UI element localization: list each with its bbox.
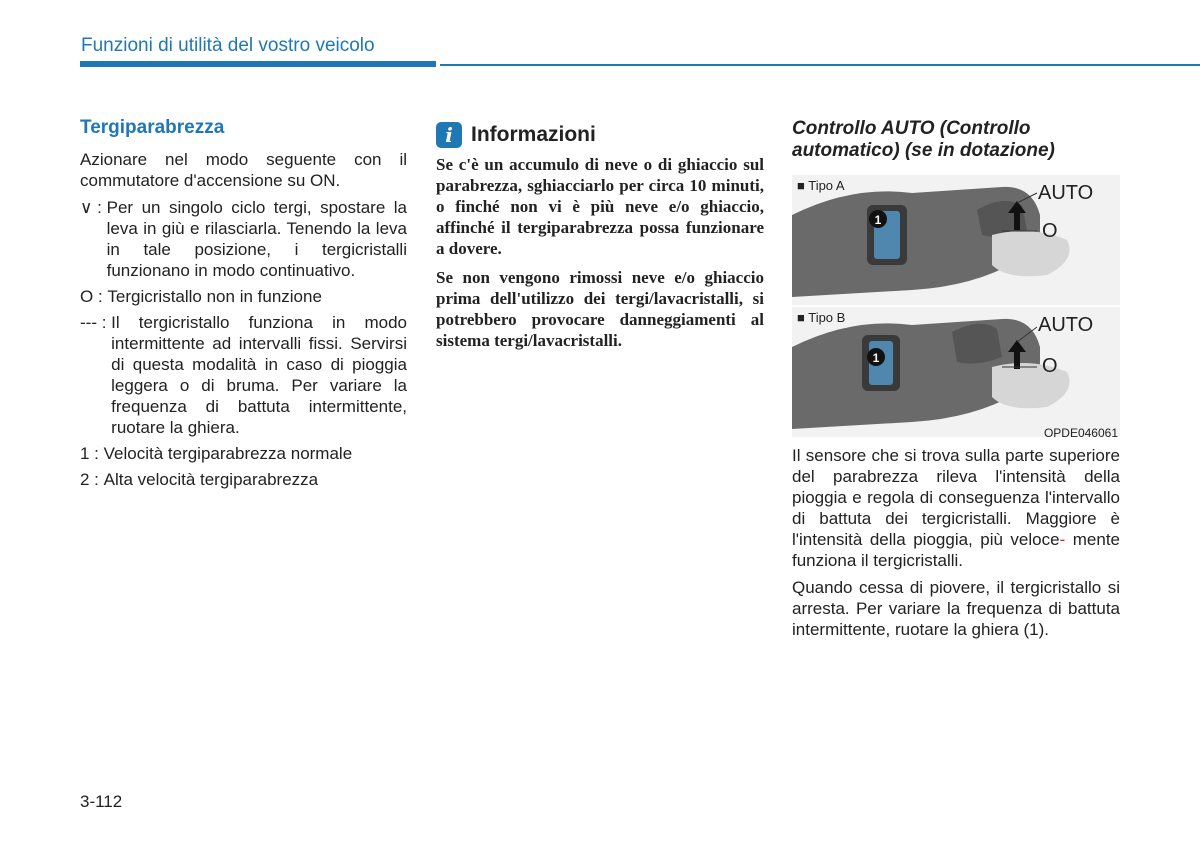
information-paragraph: Se non vengono rimossi neve e/o ghiaccio prima dell'utilizzo dei tergi/lavacristalli, si potrebbero provocare danneggiamenti al sistema tergi/lavacristalli. bbox=[436, 268, 764, 350]
definition-key: 2 : bbox=[80, 470, 104, 489]
definition-item bbox=[80, 443, 407, 464]
hyphen-mark: - bbox=[1059, 530, 1066, 549]
auto-paragraph-end: mente funziona il tergicristalli. bbox=[792, 530, 1120, 570]
dial-number-label: 1 bbox=[874, 213, 882, 227]
off-label: O bbox=[1042, 355, 1058, 377]
auto-control-paragraph: Quando cessa di piovere, il tergicristallo si arresta. Per variare la frequenza di battuta intermittente, ruotare la ghiera (1). bbox=[792, 578, 1120, 639]
wiper-lever-figure bbox=[792, 175, 1120, 440]
info-icon: i bbox=[436, 122, 462, 148]
definition-text: Tergicristallo non in funzione bbox=[107, 287, 322, 306]
definition-item bbox=[80, 469, 407, 490]
auto-control-text bbox=[792, 445, 1120, 646]
information-title: Informazioni bbox=[471, 123, 596, 146]
header-rule-thick bbox=[80, 61, 436, 67]
figure-panel-type-a bbox=[792, 175, 1120, 305]
dial-number-label: 1 bbox=[872, 351, 880, 365]
definition-item bbox=[80, 286, 407, 307]
information-header bbox=[436, 122, 764, 148]
definition-item bbox=[80, 312, 407, 438]
wipers-title: Tergiparabrezza bbox=[80, 117, 225, 138]
figure-type-b-label: ■ Tipo B bbox=[797, 310, 846, 325]
auto-paragraph-main: Il sensore che si trova sulla parte superiore del parabrezza rileva l'intensità della pioggia e regola di conseguenza l'intervallo di battuta dei tergicristalli. Maggiore è l'intensità della pioggia, più veloce bbox=[792, 446, 1120, 549]
auto-control-paragraph bbox=[792, 445, 1120, 571]
section-header-title: Funzioni di utilità del vostro veicolo bbox=[81, 35, 375, 56]
header-rule-thin bbox=[440, 64, 1200, 66]
definition-item bbox=[80, 197, 407, 281]
definition-text: Il tergicristallo funziona in modo intermittente ad intervalli fissi. Servirsi di questa modalità in caso di pioggia leggera o di bruma. Per variare la frequenza di battuta intermittente, ruotare la ghiera. bbox=[111, 313, 407, 437]
column-auto-control bbox=[792, 118, 1120, 162]
definition-key: O : bbox=[80, 287, 108, 306]
definition-text: Per un singolo ciclo tergi, spostare la leva in giù e rilasciarla. Tenendo la leva in tale posizione, i tergicristalli funzionano in modo continuativo. bbox=[106, 198, 407, 280]
definition-text: Alta velocità tergiparabrezza bbox=[103, 470, 319, 489]
auto-label: AUTO bbox=[1038, 182, 1094, 204]
auto-control-title: Controllo AUTO (Controllo automatico) (se in dotazione) bbox=[792, 118, 1055, 161]
definition-key: 1 : bbox=[80, 444, 104, 463]
auto-label: AUTO bbox=[1038, 314, 1094, 336]
wipers-intro: Azionare nel modo seguente con il commutatore d'accensione su ON. bbox=[80, 150, 407, 190]
definition-key: --- : bbox=[80, 313, 112, 332]
figure-type-a-label: ■ Tipo A bbox=[797, 178, 845, 193]
column-information bbox=[436, 122, 764, 359]
figure-code: OPDE046061 bbox=[1043, 426, 1118, 440]
definition-text: Velocità tergiparabrezza normale bbox=[103, 444, 353, 463]
definition-key: ∨ : bbox=[80, 198, 107, 217]
column-wipers bbox=[80, 117, 407, 495]
page-number: 3-112 bbox=[80, 792, 123, 811]
off-label: O bbox=[1042, 220, 1058, 242]
information-paragraph: Se c'è un accumulo di neve o di ghiaccio sul parabrezza, sghiacciarlo per circa 10 minuti, o finché non vi è più neve e/o ghiaccio, affinché il tergiparabrezza possa funzionare a dovere. bbox=[436, 155, 764, 258]
figure-panel-type-b bbox=[792, 307, 1120, 440]
